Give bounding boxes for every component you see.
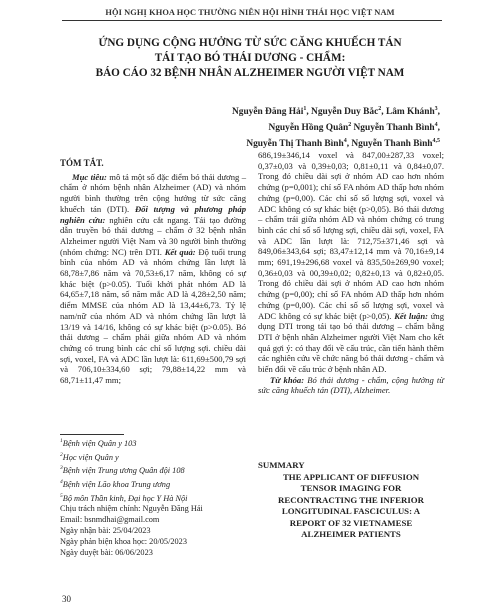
text-objective: mô tả một số đặc điểm bó thái dương – chẩm ở nhóm bệnh nhân Alzheimer (AD) và nhóm người bình thường trên cộng hưởng từ sức căng khuếch tán (DTI). [60, 171, 246, 214]
abstract-paragraph [258, 150, 444, 375]
author-name: Nguyễn Hồng Quân [268, 123, 349, 134]
author-list [60, 103, 440, 151]
author-name: Nguyễn Thanh Bình [351, 123, 435, 134]
author-name: Nguyễn Thị Thanh Bình [246, 139, 344, 150]
footnote-text: Bộ môn Thần kinh, Đại học Y Hà Nội [62, 493, 188, 503]
footnote-marker: 4 [60, 479, 63, 486]
affiliation-marker: 4 [343, 138, 347, 145]
english-title-line: THE APPLICANT OF DIFFUSION [282, 472, 420, 482]
abstract-left-column [60, 158, 246, 386]
author-name: , Lâm Khánh [381, 107, 435, 118]
footnote [60, 436, 250, 450]
text-results-cont: 686,19±346,14 voxel và 847,00±287,33 voxel; 0,37±0,03 và 0,39±0,03; 0,81±0,11 và 0,84±0,07. Trong đó chiều dài sợi ở nhóm AD cao hơn nhóm chứng (p=0,001); chỉ số FA nhóm AD thấp hơn nhóm chứng (p=0,00). Các chỉ số số lượng sợi, voxel và ADC không có sự khác biệt (p>0,05). Bó thái dương – chẩm trái giữa nhóm AD và nhóm chứng có trung bình các chỉ số số lượng sợi, chiều dài sợi, voxel, FA và ADC lần lượt là: 712,75±371,46 sợi và 849,06±343,64 sợi; 83,47±12,14 mm và 70,16±9,14 mm; 691,19±296,68 voxel và 835,50±269,90 voxel; 0,36±0,03 và 00,39±0,02; 0,82±0,13 và 0,82±0,05. Trong đó chiều dài sợi ở nhóm AD cao hơn nhóm chứng (p=0,00); chỉ số FA nhóm AD thấp hơn nhóm chứng (p=0,00). Các chỉ số số lượng sợi, voxel và ADC không có sự khác biệt (p>0,05). [258, 150, 444, 321]
keywords-label: Từ khóa: [270, 374, 305, 385]
title-line: BÁO CÁO 32 BỆNH NHÂN ALZHEIMER NGƯỜI VIỆT NAM [95, 67, 405, 79]
text-results: Độ tuổi trung bình của nhóm AD và nhóm chứng lần lượt là 68,78±7,86 năm và 70,53±6,17 năm, không có sự khác biệt (p>0.05). Tuổi khởi phát nhóm AD là 64,65±7,18 năm, số năm mắc AD là 4,28±2,50 năm; điểm MMSE của nhóm AD là 13,44±6,73. Tỷ lệ nam/nữ của nhóm AD và nhóm chứng lần lượt là 13/19 và 14/16, không có sự khác biệt (p>0.05). Bó thái dương – chẩm phải giữa nhóm AD và nhóm chứng có trung bình các chỉ số lượng sợi. chiều dài sợi, voxel, FA và ADC lần lượt là: 611,69±500,79 sợi và 706,10±334,60 sợi; 79,88±14,22 mm và 68,71±11,47 mm; [60, 246, 246, 386]
author-name: , Nguyễn Duy Bắc [306, 107, 379, 118]
affiliation-marker: 4 [434, 122, 438, 129]
author-line [60, 119, 440, 135]
title-line: ỨNG DỤNG CỘNG HƯỞNG TỪ SỨC CĂNG KHUẾCH TÁN [98, 37, 402, 49]
footnote-text: Bệnh viện Lão khoa Trung ương [62, 479, 171, 489]
text-methods: nghiên cứu cắt ngang. Tái tạo đường dẫn truyền bó thái dương – chẩm ở 32 bệnh nhân Alzheimer người Việt Nam và 30 người bình thường (nhóm chứng: NC) trên DTI. [60, 214, 246, 257]
separator: , [437, 123, 440, 134]
separator: , [437, 107, 440, 118]
english-title-line: RECONTRACTING THE INFERIOR [278, 494, 424, 505]
footnote [60, 491, 250, 505]
author-line [60, 135, 440, 151]
text-conclusion: ứng dụng DTI trong tái tạo bó thái dương – chẩm bằng DTI ở bệnh nhân Alzheimer người Việt Nam cho kết quả gợi ý: có thay đổi về cấu trúc, cần tiến hành thêm các nghiên cứu về chức năng bó thái dương - chẩm và biến đổi về cấu trúc ở bệnh nhân AD. [258, 310, 444, 375]
author-line [60, 103, 440, 119]
english-title [258, 472, 444, 540]
footnote-marker: 5 [60, 492, 63, 499]
english-title-line: REPORT OF 32 VIETNAMESE [289, 517, 413, 528]
contact-line: Chịu trách nhiệm chính: Nguyễn Đăng Hải [60, 504, 203, 514]
footnote-text: Học viện Quân y [62, 452, 119, 462]
article-title [40, 36, 460, 81]
footnote-text: Bệnh viện Quân y 103 [62, 438, 137, 448]
contact-line: Email: bsnmdhai@gmail.com [60, 515, 160, 525]
contact-line: Ngày nhận bài: 25/04/2023 [60, 526, 151, 536]
contact-line: Ngày duyệt bài: 06/06/2023 [60, 547, 153, 557]
footnote-rule [60, 434, 124, 435]
title-line: TÁI TẠO BÓ THÁI DƯƠNG - CHẨM: [154, 52, 346, 64]
running-header: HỘI NGHỊ KHOA HỌC THƯỜNG NIÊN HỘI HÌNH THÁI HỌC VIỆT NAM [105, 8, 395, 17]
footnote [60, 463, 250, 477]
affiliation-marker: 4,5 [432, 138, 440, 145]
footnote [60, 477, 250, 491]
affiliation-marker: 3 [434, 106, 438, 112]
affiliation-marker: 1 [303, 106, 307, 112]
contact-line: Ngày phản biện khoa học: 20/05/2023 [60, 537, 187, 547]
abstract-right-column [258, 150, 444, 396]
abstract-heading: TÓM TẮT. [60, 158, 104, 168]
english-title-line: ALZHEIMER PATIENTS [301, 529, 401, 540]
page-number: 30 [62, 594, 71, 604]
author-name: Nguyễn Đăng Hải [231, 107, 304, 118]
footnote-text: Bệnh viện Trung ương Quân đội 108 [62, 466, 185, 476]
footnote-marker: 2 [60, 451, 63, 458]
label-methods: Đối tượng và phương pháp nghiên cứu: [60, 203, 247, 225]
label-conclusion: Kết luận: [394, 310, 428, 321]
author-name: , Nguyễn Thanh Bình [346, 139, 433, 150]
affiliation-marker: 2 [378, 106, 382, 112]
footnotes [60, 436, 250, 559]
footnote-marker: 3 [60, 465, 63, 472]
abstract-paragraph [60, 172, 246, 386]
english-title-line: TENSOR IMAGING FOR [300, 483, 402, 494]
keywords [258, 375, 444, 396]
affiliation-marker: 2 [348, 122, 352, 129]
summary-heading: SUMMARY [258, 460, 305, 470]
label-objective: Mục tiêu: [72, 171, 107, 182]
english-title-line: LONGITUDINAL FASCICULUS: A [281, 506, 421, 517]
label-results: Kết quả: [164, 246, 196, 257]
header-rule [62, 20, 442, 21]
footnote-marker: 1 [60, 438, 63, 444]
keywords-text: Bó thái dương - chẩm, cộng hưởng từ sức căng khuếch tán (DTI), Alzheimer. [258, 374, 444, 396]
footnote [60, 450, 250, 464]
